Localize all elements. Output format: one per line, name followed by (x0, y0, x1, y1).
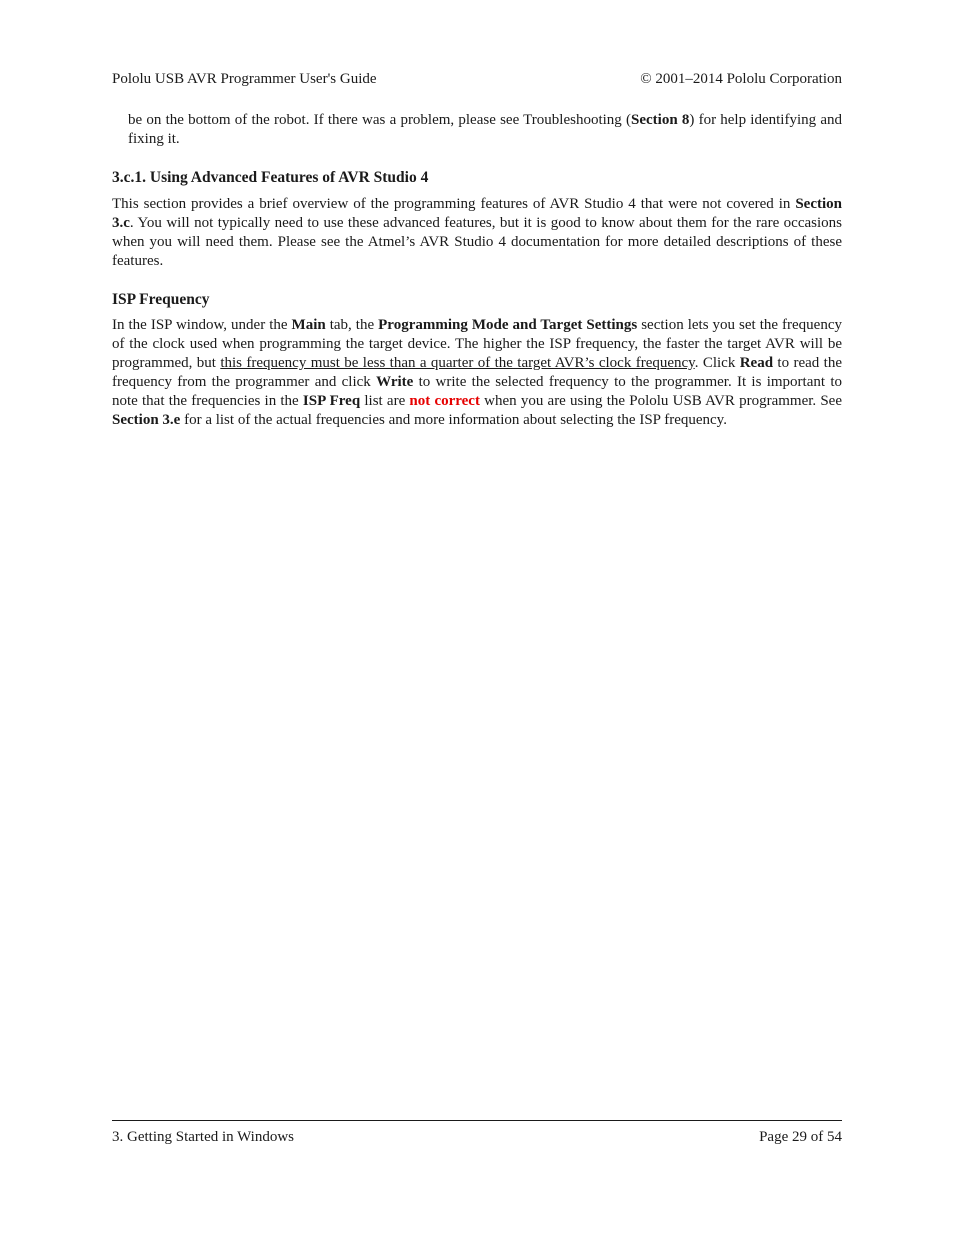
frequency-warning-underline: this frequency must be less than a quarter of the target AVR’s clock frequency (220, 355, 695, 371)
page-footer (112, 1120, 842, 1147)
intro-paragraph: be on the bottom of the robot. If there was a problem, please see Troubleshooting (Section 8) for help identifying and fixing it. (128, 112, 842, 147)
read-term: Read (739, 355, 774, 371)
write-term: Write (376, 374, 414, 390)
page-header (112, 69, 842, 89)
isp-frequency-paragraph: In the ISP window, under the Main tab, the Programming Mode and Target Settings section lets you set the frequency of the clock used when programming the target device. The higher the ISP frequency, the faster the target AVR will be programmed, but this frequency must be less than a quarter of the target AVR’s clock frequency. Click Read to read the frequency from the programmer and click Write to write the selected frequency to the programmer. It is important to note that the frequencies in the ISP Freq list are not correct when you are using the Pololu USB AVR programmer. See Section 3.e for a list of the actual frequencies and more information about selecting the ISP frequency. (112, 317, 843, 428)
isp-frequency-heading: ISP Frequency (112, 291, 210, 308)
section-heading: 3.c.1. Using Advanced Features of AVR Studio 4 (112, 169, 429, 186)
page-number: Page 29 of 54 (759, 1129, 842, 1145)
main-tab-term: Main (291, 317, 326, 333)
section-8-reference[interactable]: Section 8 (631, 112, 690, 128)
section-paragraph: This section provides a brief overview of the programming features of AVR Studio 4 that were not covered in Section 3.c. You will not typically need to use these advanced features, but it is good to know about them for the rare occasions when you will need them. Please see the Atmel’s AVR Studio 4 documentation for more detailed descriptions of these features. (112, 196, 842, 269)
page-content (112, 111, 842, 430)
section-3c-reference[interactable]: Section 3.c (112, 196, 842, 231)
copyright-notice: © 2001–2014 Pololu Corporation (640, 71, 842, 87)
not-correct-warning: not correct (409, 393, 480, 409)
section-3e-reference[interactable]: Section 3.e (112, 412, 181, 428)
isp-freq-term: ISP Freq (302, 393, 361, 409)
chapter-label: 3. Getting Started in Windows (112, 1129, 295, 1145)
document-title: Pololu USB AVR Programmer User's Guide (112, 71, 377, 87)
programming-mode-term: Programming Mode and Target Settings (378, 317, 638, 333)
